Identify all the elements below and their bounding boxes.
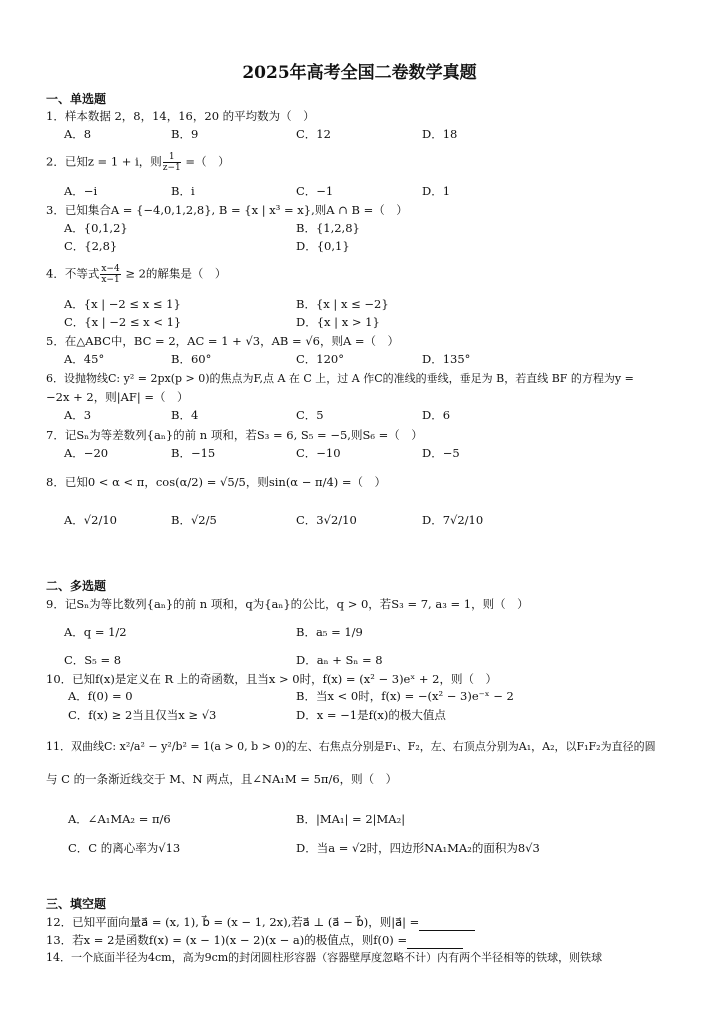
q2-option-a: A．−i bbox=[64, 184, 98, 198]
q8-option-c: C．3√2/10 bbox=[296, 513, 357, 527]
q6-option-a: A．3 bbox=[64, 408, 92, 422]
q5-option-c: C．120° bbox=[296, 352, 344, 366]
q2-frac-numerator: 1 bbox=[163, 152, 181, 163]
question-4-stem bbox=[46, 264, 679, 285]
q3-option-d: D．{0,1} bbox=[296, 239, 350, 253]
section-heading-single-choice: 一、单选题 bbox=[46, 92, 107, 106]
q8-option-b: B．√2/5 bbox=[171, 513, 217, 527]
q10-option-a: A．f(0) = 0 bbox=[68, 689, 133, 703]
q4-option-c: C．{x | −2 ≤ x < 1} bbox=[64, 315, 182, 329]
q5-option-b: B．60° bbox=[171, 352, 212, 366]
q5-option-a: A．45° bbox=[64, 352, 105, 366]
q3-option-a: A．{0,1,2} bbox=[64, 221, 128, 235]
question-6-stem: 6．设抛物线C: y² = 2px(p > 0)的焦点为F,点 A 在 C 上，过 A 作C的准线的垂线，垂足为 B，若直线 BF 的方程为y = bbox=[46, 372, 634, 385]
q12-answer-blank[interactable] bbox=[419, 918, 475, 931]
q4-frac-denominator: x−1 bbox=[101, 275, 120, 285]
q1-option-b: B．9 bbox=[171, 127, 199, 141]
question-12 bbox=[46, 913, 679, 931]
q6-option-b: B．4 bbox=[171, 408, 199, 422]
question-5-stem: 5．在△ABC中，BC = 2，AC = 1 + √3，AB = √6，则A =（ ） bbox=[46, 334, 400, 348]
q4-frac-numerator: x−4 bbox=[101, 264, 120, 274]
q9-option-b: B．a₅ = 1/9 bbox=[296, 625, 363, 639]
question-11-stem: 11．双曲线C: x²/a² − y²/b² = 1(a > 0, b > 0)的左、右焦点分别是F₁、F₂，左、右顶点分别为A₁，A₂，以F₁F₂为直径的圆 bbox=[46, 740, 656, 753]
question-3-stem: 3．已知集合A = {−4,0,1,2,8}, B = {x | x³ = x},则A ∩ B =（ ） bbox=[46, 203, 408, 217]
q8-option-a: A．√2/10 bbox=[64, 513, 117, 527]
question-13 bbox=[46, 931, 679, 949]
q4-fraction bbox=[100, 264, 120, 285]
q4-option-a: A．{x | −2 ≤ x ≤ 1} bbox=[64, 297, 181, 311]
q1-option-c: C．12 bbox=[296, 127, 331, 141]
q4-stem-suffix: ≥ 2的解集是（ ） bbox=[121, 266, 227, 281]
question-1-stem: 1．样本数据 2，8，14，16，20 的平均数为（ ） bbox=[46, 109, 315, 123]
section-heading-fill-blank: 三、填空题 bbox=[46, 897, 107, 911]
question-8-stem: 8．已知0 < α < π，cos(α/2) = √5/5，则sin(α − π/4) =（ ） bbox=[46, 475, 387, 489]
q4-stem-prefix: 4．不等式 bbox=[46, 266, 100, 281]
q3-option-b: B．{1,2,8} bbox=[296, 221, 360, 235]
q2-option-b: B．i bbox=[171, 184, 195, 198]
q7-option-d: D．−5 bbox=[422, 446, 460, 460]
q6-option-c: C．5 bbox=[296, 408, 324, 422]
q9-option-a: A．q = 1/2 bbox=[64, 625, 127, 639]
q13-answer-blank[interactable] bbox=[407, 936, 463, 949]
q2-fraction bbox=[163, 152, 181, 173]
q9-option-c: C．S₅ = 8 bbox=[64, 653, 122, 667]
q2-stem-suffix: =（ ） bbox=[181, 154, 230, 169]
question-7-stem: 7．记Sₙ为等差数列{aₙ}的前 n 项和，若S₃ = 6, S₅ = −5,则S₆ =（ ） bbox=[46, 428, 423, 442]
q9-option-d: D．aₙ + Sₙ = 8 bbox=[296, 653, 383, 667]
question-9-stem: 9．记Sₙ为等比数列{aₙ}的前 n 项和，q为{aₙ}的公比，q > 0，若S₃ = 7, a₃ = 1，则（ ） bbox=[46, 597, 529, 611]
page-title: 2025年高考全国二卷数学真题 bbox=[242, 63, 477, 83]
q8-option-d: D．7√2/10 bbox=[422, 513, 484, 527]
q11-option-b: B．|MA₁| = 2|MA₂| bbox=[296, 812, 406, 826]
q2-frac-denominator: z−1 bbox=[162, 163, 181, 173]
q10-option-b: B．当x < 0时，f(x) = −(x² − 3)e⁻ˣ − 2 bbox=[296, 689, 514, 703]
q10-option-d: D．x = −1是f(x)的极大值点 bbox=[296, 708, 446, 722]
q7-option-c: C．−10 bbox=[296, 446, 341, 460]
question-10-stem: 10．已知f(x)是定义在 R 上的奇函数，且当x > 0时，f(x) = (x² − 3)eˣ + 2，则（ ） bbox=[46, 672, 498, 686]
q5-option-d: D．135° bbox=[422, 352, 471, 366]
question-12-stem: 12．已知平面向量a⃗ = (x, 1), b⃗ = (x − 1, 2x),若a⃗ ⊥ (a⃗ − b⃗)，则|a⃗| = bbox=[46, 915, 420, 929]
section-heading-multi-choice: 二、多选题 bbox=[46, 579, 107, 593]
q7-option-a: A．−20 bbox=[64, 446, 109, 460]
question-13-stem: 13．若x = 2是函数f(x) = (x − 1)(x − 2)(x − a)的极值点，则f(0) = bbox=[46, 933, 408, 947]
q2-option-c: C．−1 bbox=[296, 184, 334, 198]
q2-option-d: D．1 bbox=[422, 184, 451, 198]
question-2-stem bbox=[46, 152, 679, 173]
q11-option-d: D．当a = √2时，四边形NA₁MA₂的面积为8√3 bbox=[296, 841, 540, 855]
q6-option-d: D．6 bbox=[422, 408, 451, 422]
question-11-stem-line2: 与 C 的一条渐近线交于 M、N 两点，且∠NA₁M = 5π/6，则（ ） bbox=[46, 772, 398, 786]
q10-option-c: C．f(x) ≥ 2当且仅当x ≥ √3 bbox=[68, 708, 217, 722]
question-14-stem: 14．一个底面半径为4cm，高为9cm的封闭圆柱形容器（容器壁厚度忽略不计）内有两个半径相等的铁球，则铁球 bbox=[46, 951, 603, 964]
q4-option-b: B．{x | x ≤ −2} bbox=[296, 297, 389, 311]
q4-option-d: D．{x | x > 1} bbox=[296, 315, 380, 329]
question-6-stem-line2: −2x + 2，则|AF| =（ ） bbox=[46, 390, 189, 404]
q1-option-d: D．18 bbox=[422, 127, 458, 141]
q1-option-a: A．8 bbox=[64, 127, 92, 141]
q7-option-b: B．−15 bbox=[171, 446, 216, 460]
q11-option-c: C．C 的离心率为√13 bbox=[68, 841, 181, 855]
q11-option-a: A．∠A₁MA₂ = π/6 bbox=[68, 812, 171, 826]
q3-option-c: C．{2,8} bbox=[64, 239, 118, 253]
q2-stem-prefix: 2．已知z = 1 + i，则 bbox=[46, 154, 162, 169]
